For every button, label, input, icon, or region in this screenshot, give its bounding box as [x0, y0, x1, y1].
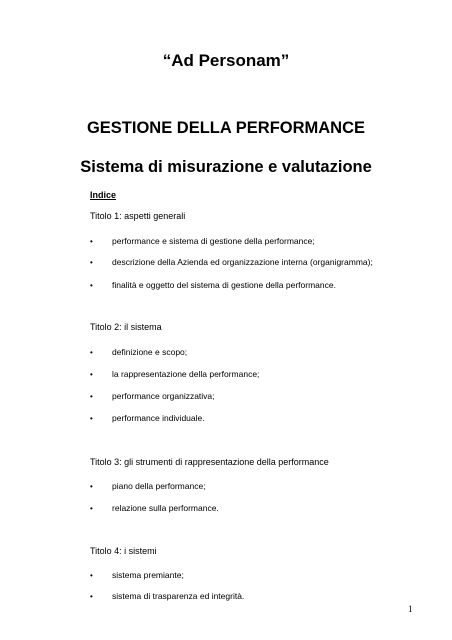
bullet-icon: • [90, 504, 93, 513]
section-title-2: Titolo 2: il sistema [90, 322, 162, 332]
document-title-quote: “Ad Personam” [162, 51, 290, 70]
list-item-label: relazione sulla performance. [112, 503, 219, 513]
list-item [90, 280, 336, 290]
list-item [90, 391, 215, 401]
list-item [90, 347, 187, 357]
bullet-icon: • [90, 237, 93, 246]
list-item [90, 591, 244, 601]
list-item [90, 257, 373, 267]
list-item-label: finalità e oggetto del sistema di gestione della performance. [112, 280, 336, 290]
list-item-label: sistema premiante; [112, 570, 184, 580]
list-item-label: la rappresentazione della performance; [112, 369, 260, 379]
document-subtitle: Sistema di misurazione e valutazione [80, 158, 372, 176]
document-main-title: GESTIONE DELLA PERFORMANCE [86, 119, 366, 137]
bullet-icon: • [90, 392, 93, 401]
list-item-label: performance organizzativa; [112, 391, 215, 401]
section-title-4: Titolo 4: i sistemi [90, 546, 157, 556]
bullet-icon: • [90, 571, 93, 580]
bullet-icon: • [90, 370, 93, 379]
list-item [90, 503, 219, 513]
bullet-icon: • [90, 348, 93, 357]
list-item [90, 570, 184, 580]
list-item [90, 481, 206, 491]
list-item-label: descrizione della Azienda ed organizzazione interna (organigramma); [112, 257, 373, 267]
page-number: 1 [408, 604, 413, 614]
list-item-label: performance e sistema di gestione della performance; [112, 236, 315, 246]
list-item-label: sistema di trasparenza ed integrità. [112, 591, 245, 601]
list-item [90, 369, 259, 379]
bullet-icon: • [90, 414, 93, 423]
bullet-icon: • [90, 258, 93, 267]
list-item-label: performance individuale. [112, 413, 205, 423]
section-title-1: Titolo 1: aspetti generali [90, 211, 186, 221]
bullet-icon: • [90, 592, 93, 601]
list-item [90, 413, 205, 423]
list-item-label: piano della performance; [112, 481, 206, 491]
bullet-icon: • [90, 281, 93, 290]
index-heading: Indice [90, 190, 117, 200]
list-item-label: definizione e scopo; [112, 347, 188, 357]
section-title-3: Titolo 3: gli strumenti di rappresentazione della performance [90, 457, 329, 467]
list-item [90, 236, 315, 246]
bullet-icon: • [90, 482, 93, 491]
